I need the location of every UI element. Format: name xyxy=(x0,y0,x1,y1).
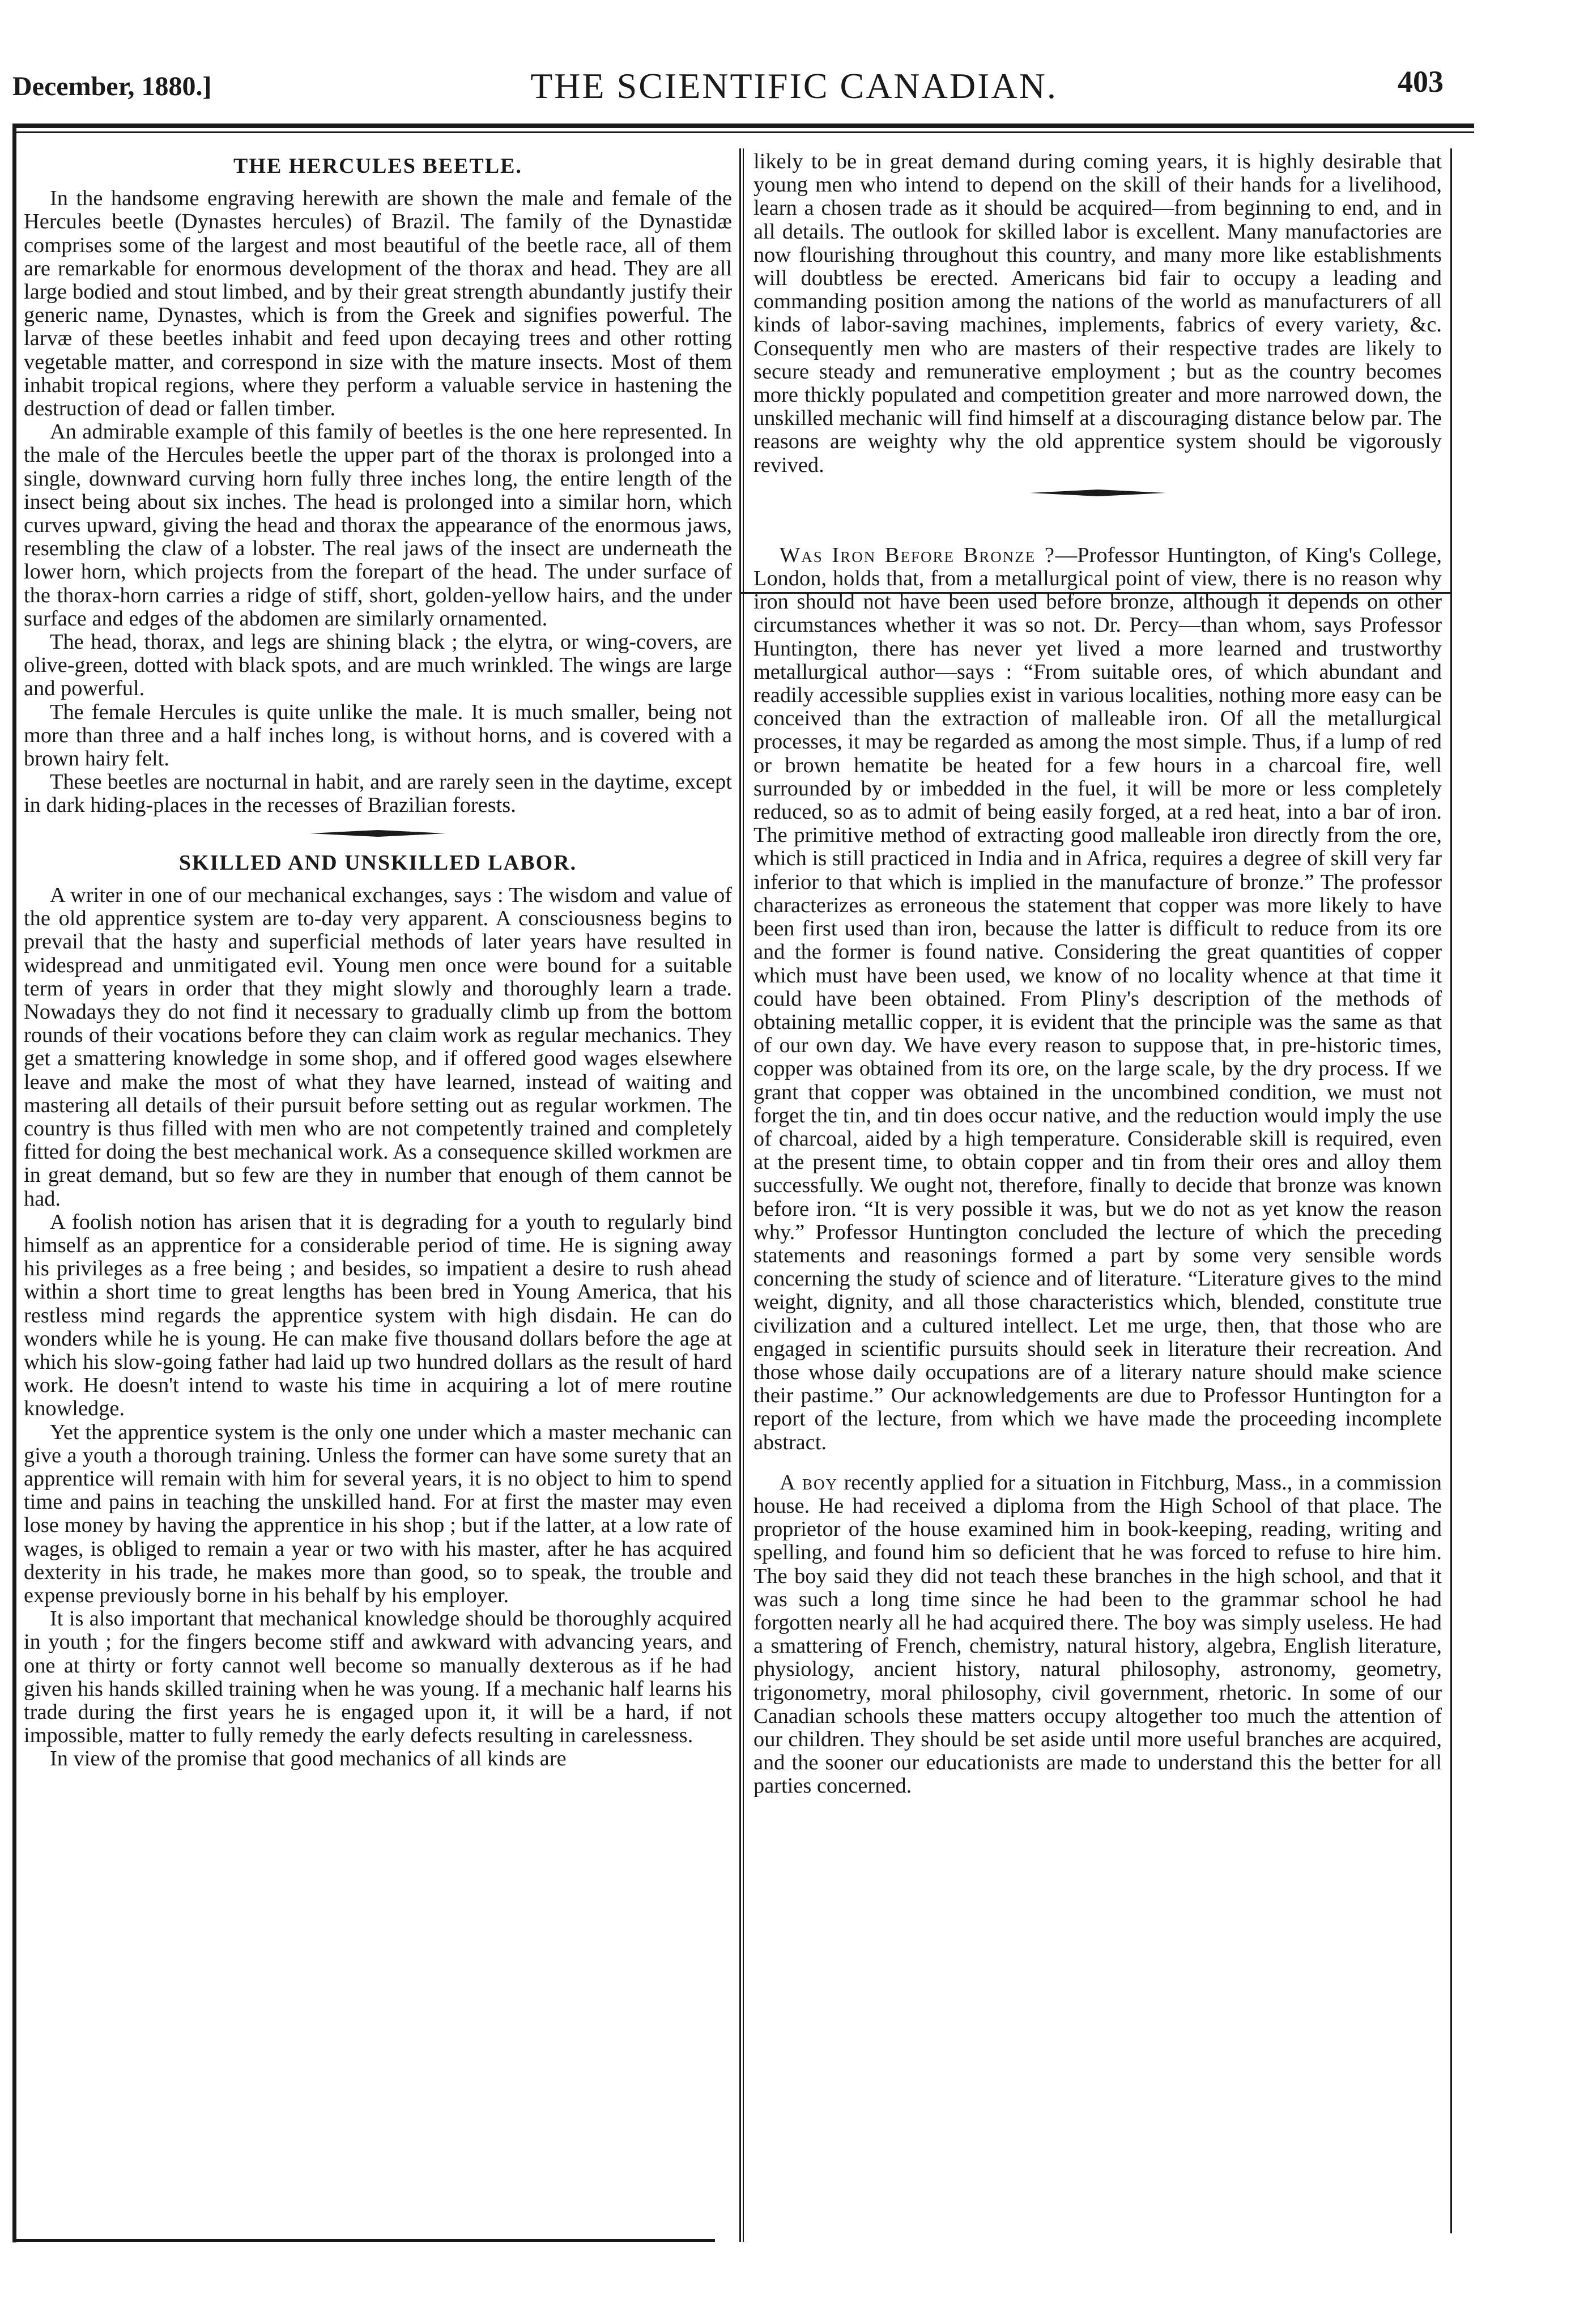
left-column xyxy=(24,150,732,2227)
article-paragraph: A foolish notion has arisen that it is degrading for a youth to regularly bind himself as an apprentice for a considerable period of time. He is signing away his privileges as a free being ; and besides, so impatient a desire to rush ahead within a short time to great lengths has been bred in Young America, that his restless mind regards the apprentice system with high disdain. He can do wonders while he is young. He can make five thousand dollars before the age at which his slow-going father had laid up two hundred dollars as the result of hard work. He doesn't intend to waste his time in acquiring a lot of mere routine knowledge. xyxy=(24,1210,732,1421)
column-divider xyxy=(739,148,741,2242)
section-separator xyxy=(753,490,1442,496)
article-paragraph: In view of the promise that good mechanics of all kinds are xyxy=(50,1747,567,1771)
article-paragraph: Yet the apprentice system is the only one under which a master mechanic can give a youth a thorough training. Unless the former can have some surety that an apprentice will remain with him for several years, it is no object to him to spend time and pains in teaching the unskilled hand. For at first the master may even lose money by having the apprentice in his shop ; but if the latter, at a low rate of wages, is obliged to remain a year or two with his master, after he has acquired dexterity in his trade, he makes more than good, so to speak, the trouble and expense previously borne in his behalf by his employer. xyxy=(24,1420,732,1607)
article-text: —Professor Huntington, of King's College, London, holds that, from a metallurgical point of view, there is no reason why iron should not have been used before bronze, although it depends on other circumstances whether it was so not. Dr. Percy—than whom, says Professor Huntington, there has never yet lived a more learned and trustworthy metallurgical author—says : “From suitable ores, of which abundant and readily accessible supplies exist in various localities, nothing more easy can be conceived than the extraction of malleable iron. Of all the metallurgical processes, it may be regarded as among the most simple. Thus, if a lump of red or brown hematite be heated for a few hours in a charcoal fire, well surrounded by or imbedded in the fuel, it will be more or less completely reduced, so as to admit of being easily forged, at a red heat, into a bar of iron. The primitive method of extracting good malleable iron directly from the ore, which is still practiced in India and in Africa, requires a degree of skill very far inferior to that which is implied in the manufacture of bronze.” The professor characterizes as erroneous the statement that copper was more likely to have been first used than iron, because the latter is difficult to reduce from its ore and the former is found native. Considering the great quantities of copper which must have been used, we know of no locality whence at that time it could have been obtained. From Pliny's description of the methods of obtaining metallic copper, it is evident that the principle was the same as that of our own day. We have every reason to suppose that, in pre-historic times, copper was obtained from its ore, on the large scale, by the dry process. If we grant that copper was obtained in the uncombined condition, we must not forget the tin, and tin does occur native, and the reduction would imply the use of charcoal, aided by a high temperature. Considerable skill is required, even at the present time, to obtain copper and tin from their ores and alloy them successfully. We ought not, therefore, finally to decide that bronze was known before iron. “It is very possible it was, but we do not as yet know the reason why.” Professor Huntington concluded the lecture of which the preceding statements and reasonings formed a part by some very sensible words concerning the study of science and of literature. “Literature gives to the mind weight, dignity, and all those characteristics which, blended, constitute true civilization and a cultured intellect. Let me urge, then, that those who are engaged in scientific pursuits should seek in literature their recreation. And those whose daily occupations are of a literary nature should make science their pastime.” Our acknowledgements are due to Professor Huntington for a report of the lecture, from which we have made the proceeding incomplete abstract. xyxy=(753,543,1442,1454)
spacer xyxy=(753,1454,1442,1471)
right-column xyxy=(753,150,1442,2224)
article-boy-applicant xyxy=(753,1471,1442,1798)
section-separator xyxy=(24,830,732,837)
article-paragraph: A writer in one of our mechanical exchanges, says : The wisdom and value of the old apprentice system are to-day very apparent. A consciousness begins to prevail that the hasty and superficial methods of later years have resulted in widespread and unmitigated evil. Young men once were bound for a suitable term of years in order that they might slowly and thoroughly learn a trade. Nowadays they do not find it necessary to gradually climb up from the bottom rounds of their vocations before they can claim work as regular mechanics. They get a smattering knowledge in some shop, and if offered good wages elsewhere leave and make the most of what they have learned, instead of waiting and mastering all details of their pursuit before setting out as regular workmen. The country is thus filled with men who are not competently trained and completely fitted for doing the best mechanical work. As a consequence skilled workmen are in great demand, but so few are they in number that enough of them cannot be had. xyxy=(24,883,732,1211)
article-continuation: likely to be in great demand during coming years, it is highly desirable that young men who intend to depend on the skill of their hands for a livelihood, learn a chosen trade as it should be acquired—from beginning to end, and in all details. The outlook for skilled labor is excellent. Many manufactories are now flourishing throughout this country, and many more like establishments will doubtless be erected. Americans bid fair to occupy a leading and commanding position among the nations of the world as manufacturers of all kinds of labor-saving machines, implements, fabrics of every variety, &c. Consequently men who are masters of their respective trades are likely to secure steady and remunerative employment ; but as the country becomes more thickly populated and competition greater and more narrowed down, the unskilled mechanic will find himself at a discouraging distance below par. The reasons are weighty why the old apprentice system should be vigorously revived. xyxy=(753,150,1442,477)
right-border xyxy=(1450,148,1452,2233)
ornamental-dash-icon xyxy=(310,830,446,837)
issue-date: December, 1880.] xyxy=(12,71,212,101)
left-border xyxy=(12,124,16,2242)
column-divider-inner xyxy=(743,148,744,2242)
top-rule xyxy=(12,124,1474,128)
article-paragraph: These beetles are nocturnal in habit, and are rarely seen in the daytime, except in dark hiding-places in the recesses of Brazilian forests. xyxy=(24,770,732,818)
spacer xyxy=(753,511,1442,544)
masthead xyxy=(0,54,1588,116)
article-text: recently applied for a situation in Fitchburg, Mass., in a commission house. He had received a diploma from the High School of that place. The proprietor of the house examined him in book-keeping, reading, writing and spelling, and found him so deficient that he was forced to refuse to hire him. The boy said they did not teach these branches in the high school, and that it was such a long time since he had been to the grammar school he had forgotten nearly all he had acquired there. The boy was simply useless. He had a smattering of French, chemistry, natural history, algebra, English literature, physiology, ancient history, natural philosophy, astronomy, geometry, trigonometry, moral philosophy, civil government, rhetoric. In some of our Canadian schools these matters occupy altogether too much the attention of our children. They should be set aside until more useful branches are acquired, and the sooner our educationists are made to understand this the better for all parties concerned. xyxy=(753,1470,1442,1798)
lead-in: A boy xyxy=(780,1470,838,1495)
bottom-rule xyxy=(12,2239,715,2242)
publication-title: THE SCIENTIFIC CANADIAN. xyxy=(530,66,1058,106)
page-number: 403 xyxy=(1398,65,1444,99)
article-skilled-labor xyxy=(24,852,732,1771)
article-iron-before-bronze xyxy=(753,544,1442,1454)
article-paragraph: In the handsome engraving herewith are shown the male and female of the Hercules beetle (Dynastes hercules) of Brazil. The family of the Dynastidæ comprises some of the largest and most beautiful of the beetle race, all of them are remarkable for enormous development of the thorax and head. They are all large bodied and stout limbed, and by their great strength abundantly justify their generic name, Dynastes, which is from the Greek and signifies powerful. The larvæ of these beetles inhabit and feed upon decaying trees and other rotting vegetable matter, and correspond in size with the mature insects. Most of them inhabit tropical regions, where they perform a valuable service in hastening the destruction of dead or fallen timber. xyxy=(24,186,732,421)
article-heading: SKILLED AND UNSKILLED LABOR. xyxy=(178,850,577,875)
ornamental-dash-icon xyxy=(1030,490,1166,496)
article-heading: THE HERCULES BEETLE. xyxy=(233,154,522,178)
article-hercules-beetle xyxy=(24,155,732,818)
article-paragraph: An admirable example of this family of beetles is the one here represented. In the male of the Hercules beetle the upper part of the thorax is prolonged into a single, downward curving horn fully three inches long, the entire length of the insect being about six inches. The head is prolonged into a similar horn, which curves upward, giving the head and thorax the appearance of the enormous jaws, resembling the claw of a lobster. The real jaws of the insect are underneath the lower horn, which projects from the forepart of the head. The under surface of the thorax-horn carries a ridge of stiff, short, golden-yellow hairs, and the under surface and edges of the abdomen are similarly ornamented. xyxy=(24,420,732,631)
article-paragraph: The head, thorax, and legs are shining black ; the elytra, or wing-covers, are olive-green, dotted with black spots, and are much wrinkled. The wings are large and powerful. xyxy=(24,630,732,701)
top-rule-thin xyxy=(12,131,1474,133)
article-paragraph: It is also important that mechanical knowledge should be thoroughly acquired in youth ; for the fingers become stiff and awkward with advancing years, and one at thirty or forty cannot well become so manually dexterous as if he had given his hands skilled training when he was young. If a mechanic half learns his trade during the first years he is engaged upon it, it will be a hard, if not impossible, matter to fully remedy the early defects resulting in carelessness. xyxy=(24,1607,732,1748)
article-paragraph: The female Hercules is quite unlike the male. It is much smaller, being not more than three and a half inches long, is without horns, and is covered with a brown hairy felt. xyxy=(24,700,732,771)
lead-in: Was Iron Before Bronze ? xyxy=(780,543,1055,567)
